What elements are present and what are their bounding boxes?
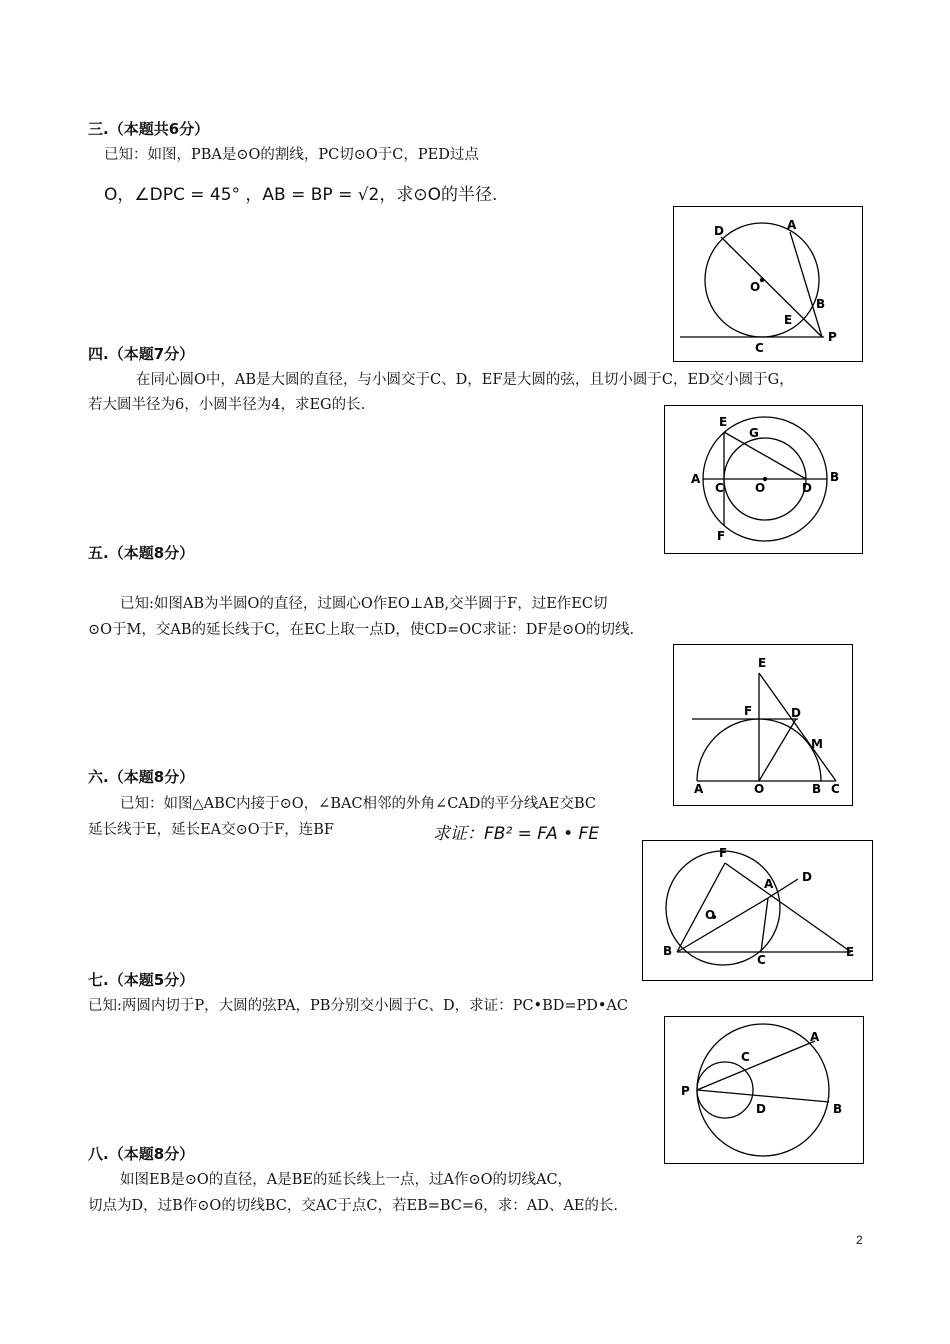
label-o: O <box>705 908 716 922</box>
problem-8-heading: 八.（本题8分） <box>88 1145 195 1163</box>
problem-5-line2: ⊙O于M，交AB的延长线于C，在EC上取一点D，使CD=OC求证：DF是⊙O的切线. <box>88 622 635 638</box>
problem-3-heading: 三.（本题共6分） <box>88 120 210 138</box>
label-c: C <box>831 782 840 796</box>
line-od <box>759 719 796 781</box>
problem-7-heading: 七.（本题5分） <box>88 971 195 989</box>
label-o: O <box>754 782 765 796</box>
figure-3-svg <box>674 207 861 360</box>
label-c: C <box>715 481 724 495</box>
label-b: B <box>663 944 673 958</box>
label-a: A <box>787 218 797 232</box>
line-bf <box>677 863 725 952</box>
label-b: B <box>812 782 822 796</box>
figure-problem-4 <box>664 405 863 554</box>
problem-5-heading: 五.（本题8分） <box>88 544 195 562</box>
figure-6-svg <box>643 841 871 979</box>
problem-3-formula: O，∠DPC = 45° ，AB = BP = √2，求⊙O的半径. <box>104 185 498 205</box>
label-g: G <box>749 426 759 440</box>
problem-7-line1: 已知:两圆内切于P，大圆的弦PA，PB分别交小圆于C、D，求证：PC•BD=PD•AC <box>88 998 629 1014</box>
label-a: A <box>764 877 774 891</box>
problem-8-line2: 切点为D，过B作⊙O的切线BC，交AC于点C，若EB=BC=6，求：AD、AE的长. <box>88 1198 619 1214</box>
problem-4-line1: 在同心圆O中，AB是大圆的直径，与小圆交于C、D，EF是大圆的弦，且切小圆于C，ED交小圆于G， <box>136 372 794 388</box>
label-e: E <box>784 313 793 327</box>
label-f: F <box>719 846 728 860</box>
problem-6-line1: 已知：如图△ABC内接于⊙O，∠BAC相邻的外角∠CAD的平分线AE交BC <box>120 796 596 812</box>
figure-problem-5 <box>673 644 853 806</box>
problem-3-line1: 已知：如图，PBA是⊙O的割线，PC切⊙O于C，PED过点 <box>104 147 479 163</box>
page-number: 2 <box>856 1233 863 1247</box>
problem-4-line2: 若大圆半径为6，小圆半径为4，求EG的长. <box>88 397 366 413</box>
chord-pb <box>697 1090 829 1102</box>
label-p: P <box>681 1084 690 1098</box>
center-dot <box>760 278 764 282</box>
figure-5-svg <box>674 645 851 804</box>
chord-pa <box>697 1041 815 1090</box>
label-a: A <box>694 782 704 796</box>
label-m: M <box>811 737 823 751</box>
figure-7-svg <box>665 1017 862 1162</box>
label-b: B <box>816 297 826 311</box>
label-f: F <box>717 529 726 543</box>
line-ba <box>677 898 768 952</box>
figure-problem-3 <box>673 206 863 362</box>
problem-8-line1: 如图EB是⊙O的直径，A是BE的延长线上一点，过A作⊙O的切线AC， <box>120 1172 573 1188</box>
figure-problem-6 <box>642 840 873 981</box>
label-o: O <box>750 280 761 294</box>
figure-problem-7 <box>664 1016 864 1164</box>
label-d: D <box>714 224 724 238</box>
line-ec <box>759 673 836 781</box>
line-fe <box>725 863 851 952</box>
label-c: C <box>755 341 764 355</box>
label-e: E <box>758 656 767 670</box>
problem-6-heading: 六.（本题8分） <box>88 768 195 786</box>
problem-4-heading: 四.（本题7分） <box>88 345 195 363</box>
label-o: O <box>755 481 766 495</box>
label-d: D <box>791 706 801 720</box>
label-c: C <box>757 953 766 967</box>
label-b: B <box>830 470 840 484</box>
label-e: E <box>846 945 855 959</box>
label-d: D <box>756 1102 766 1116</box>
label-e: E <box>719 415 728 429</box>
label-f: F <box>744 704 753 718</box>
label-a: A <box>810 1030 820 1044</box>
segment-ed <box>724 432 806 479</box>
problem-5-line1: 已知:如图AB为半圆O的直径，过圆心O作EO⊥AB,交半圆于F，过E作EC切 <box>120 596 608 612</box>
figure-4-svg <box>665 406 861 552</box>
label-b: B <box>833 1102 843 1116</box>
label-d: D <box>802 481 812 495</box>
problem-6-formula: 求证：FB² = FA • FE <box>433 824 600 844</box>
label-c: C <box>741 1050 750 1064</box>
label-d: D <box>802 870 812 884</box>
label-a: A <box>691 472 701 486</box>
label-p: P <box>828 330 837 344</box>
problem-6-line2: 延长线于E，延长EA交⊙O于F，连BF <box>88 822 334 838</box>
